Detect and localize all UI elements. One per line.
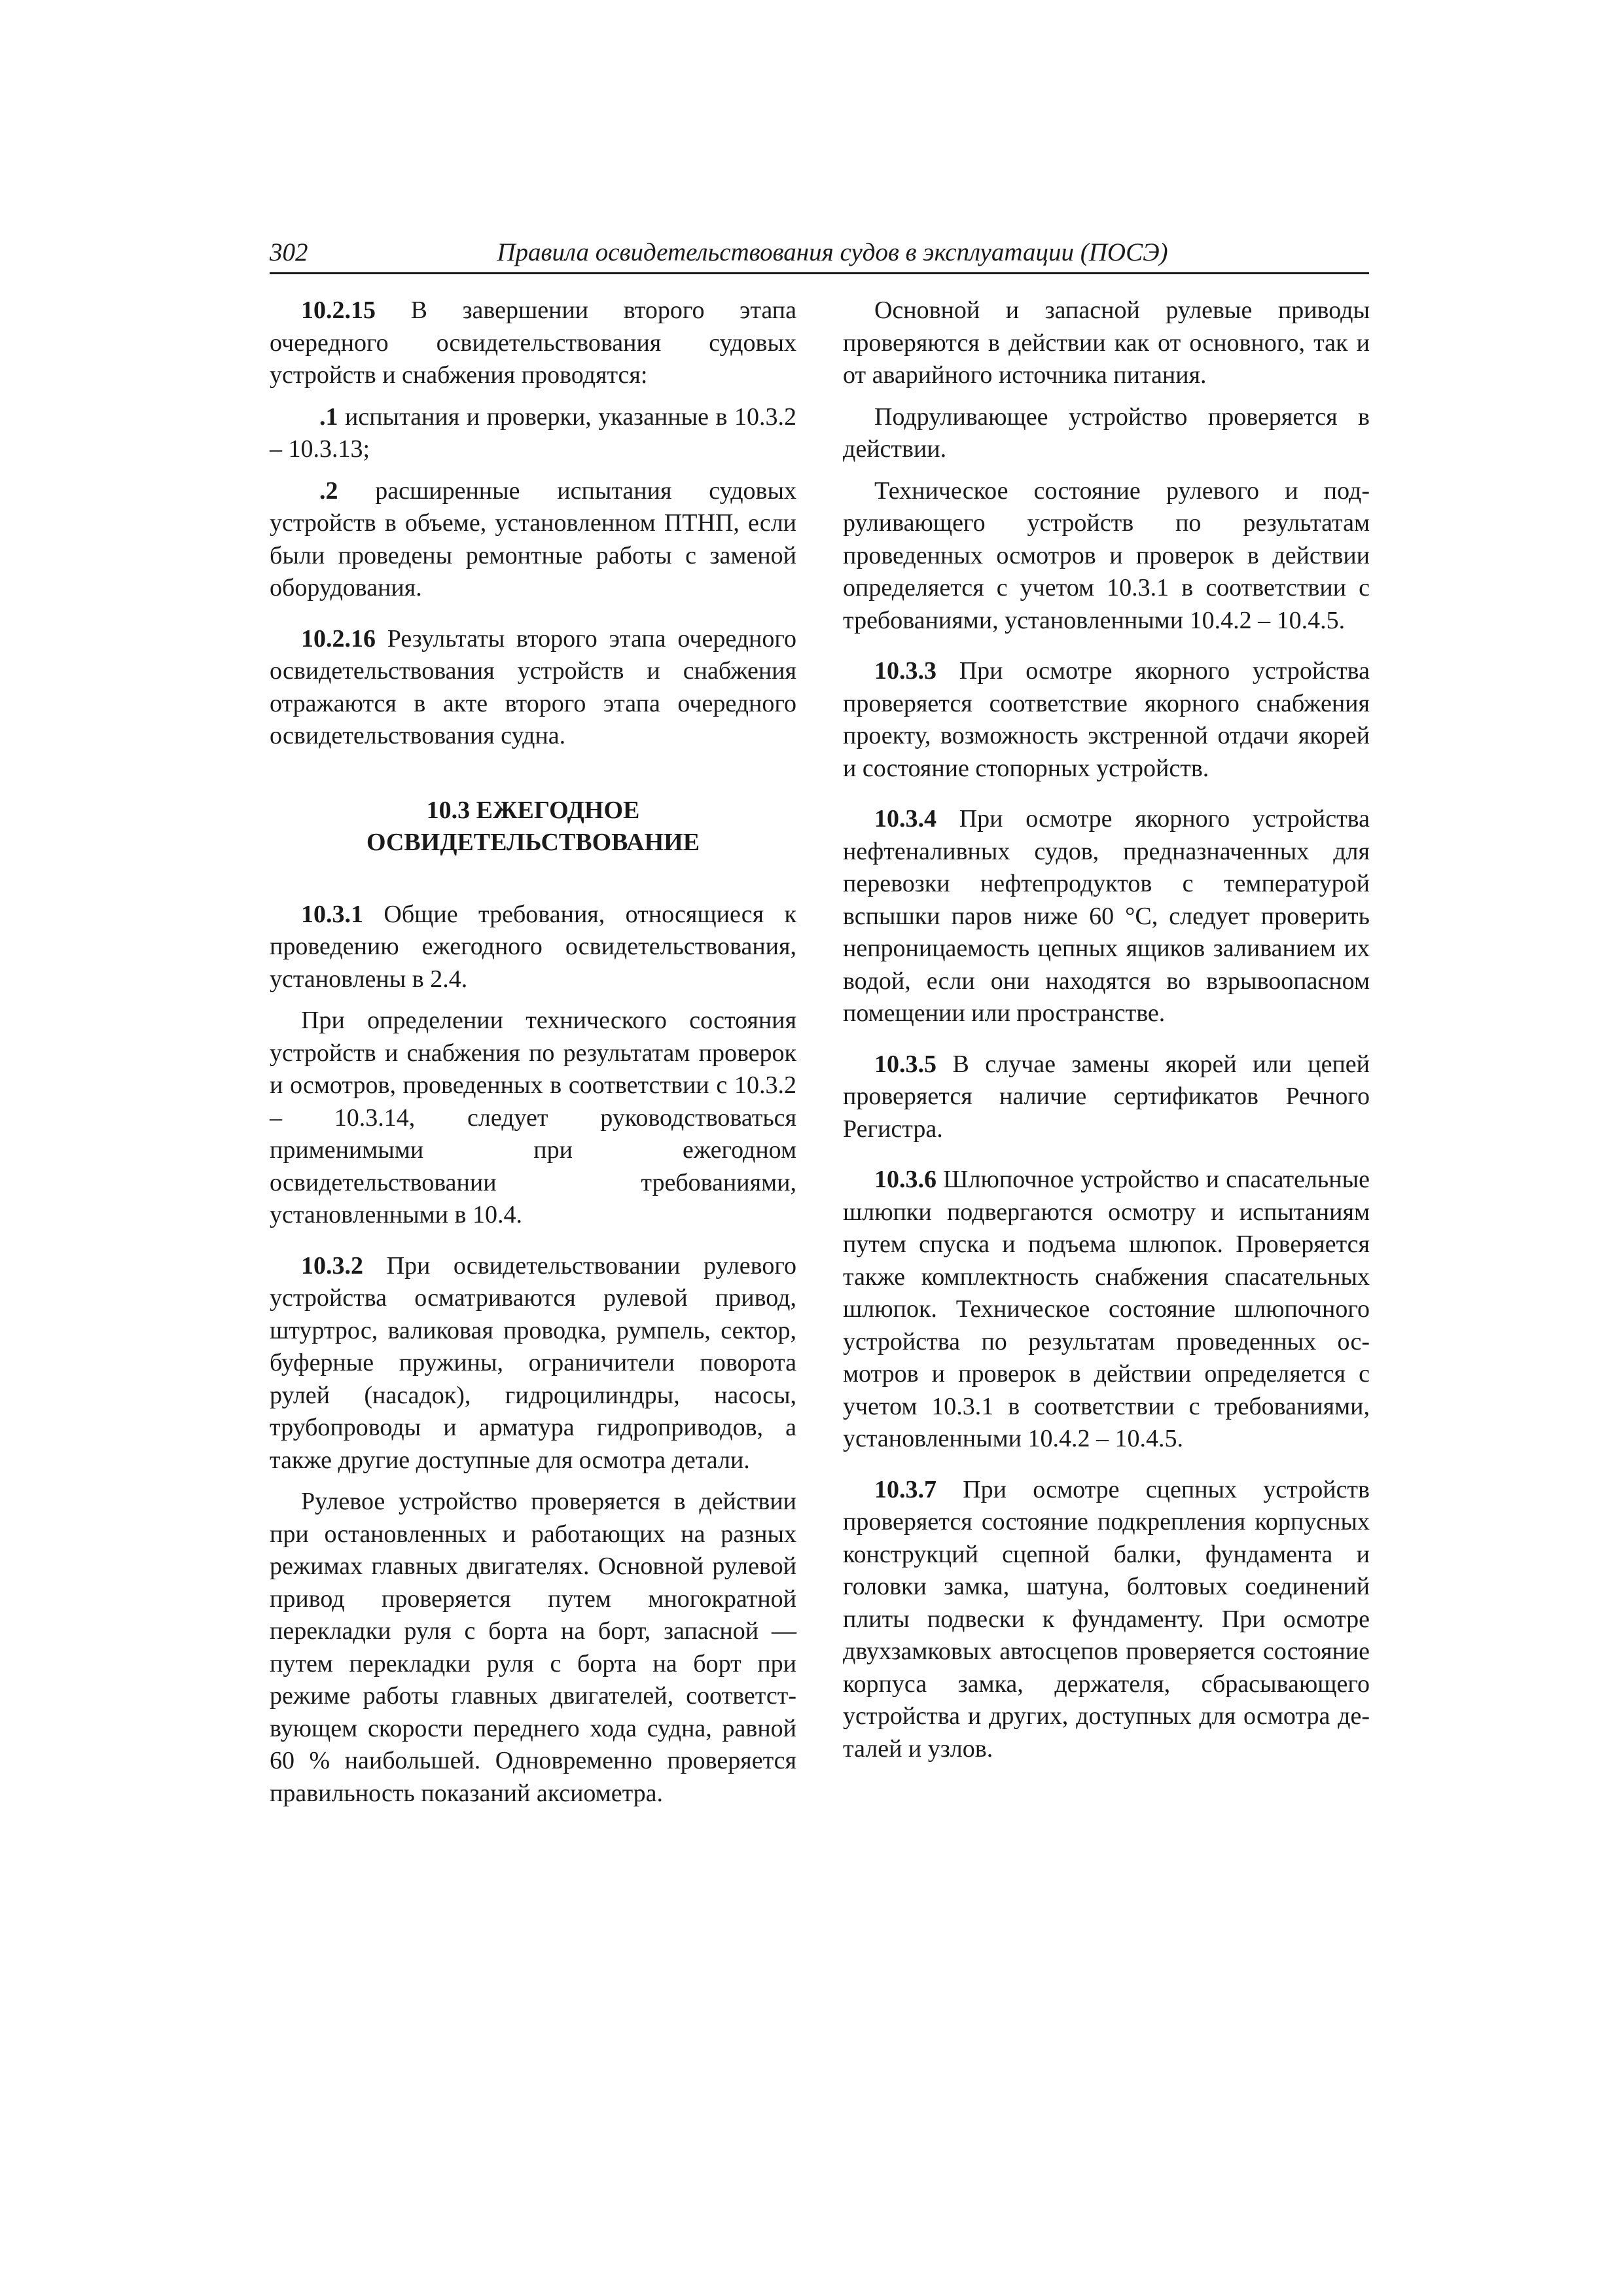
paragraph (270, 401, 796, 466)
clause-number: 10.3.7 (874, 1475, 936, 1503)
paragraph-text: В случае замены якорей или цепей проверяется наличие сертификатов Речного Регистра. (843, 1050, 1370, 1143)
clause-number: 10.2.15 (301, 296, 376, 324)
clause-number: 10.3.3 (874, 657, 936, 685)
paragraph-text: Результаты второго этапа очередного освидетельствования устройств и снабжения отражаются в акте второго этапа очередного освидетельствования судна. (270, 624, 796, 749)
paragraph-text: При осмотре якорного устройства проверяется соответствие якорного снабжения проекту, возможность экстренной отдачи якорей и состояние стопорных устройств. (843, 657, 1370, 782)
section-heading-line-2: ОСВИДЕТЕЛЬСТВОВАНИЕ (366, 829, 700, 856)
clause-number: 10.3.5 (874, 1050, 936, 1078)
paragraph-text: При осмотре якорного устройства нефтеналивных судов, предназначенных для перевозки нефтепродуктов с температурой вспышки паров ниже 60 °С, следует проверить непроницаемость цепных ящиков заливанием их водой, если они находятся во взрывоопасном помещении или пространстве. (843, 805, 1370, 1027)
clause-number: .1 (319, 403, 338, 431)
paragraph-text: При освидетельствовании рулевого устройства осматриваются рулевой привод, штуртрос, валиковая проводка, румпель, сектор, буферные пружины, ограничители поворота рулей (насадок), гидроцилиндры, насосы, трубопроводы и арматура гидроприводов, а также другие доступные для осмотра детали. (270, 1251, 796, 1474)
paragraph (270, 1250, 796, 1477)
paragraph-text: Шлюпочное устройство и спасательные шлюпки подвергаются осмотру и испытаниям путем спуска и подъема шлюпок. Проверяется также комплектность снабжения спасательных шлюпок. Техническое состояние шлюпочного устройства по результатам проведенных осмотров и проверок в действии определяется с учетом 10.3.1 в соответствии с требованиями, установленными 10.4.2 – 10.4.5. (843, 1166, 1370, 1452)
paragraph (270, 899, 796, 996)
paragraph (270, 475, 796, 605)
paragraph (843, 1164, 1370, 1456)
left-column-top (270, 295, 796, 753)
left-column (270, 295, 796, 1810)
paragraph (270, 1486, 796, 1810)
paragraph (843, 1049, 1370, 1146)
paragraph-text: При осмотре сцепных устройств проверяется состояние подкрепления корпусных конструкций сцепной балки, фундамента и головки замка, шатуна, болтовых соединений плиты подвески к фундаменту. При осмотре двухзамковых автосцепов проверяется состояние корпуса замка, держателя, сбрасывающего устройства и других, доступных для осмотра деталей и узлов. (843, 1475, 1370, 1763)
paragraph-text: Рулевое устройство проверяется в действии при остановленных и работающих на разных режимах главных двигателях. Основной рулевой привод проверяется путем многократной перекладки руля с борта на борт, запасной — путем перекладки руля с борта на борт при режиме работы главных двигателей, соответствующем скорости переднего хода судна, равной 60 % наибольшей. Одновременно проверяется правильность показаний аксиометра. (270, 1488, 796, 1807)
page-number: 302 (270, 238, 308, 266)
running-title: Правила освидетельствования судов в эксплуатации (ПОСЭ) (497, 238, 1168, 266)
paragraph-text: При определении технического состояния устройств и снабжения по результатам проверок и осмотров, проведенных в соответствии с 10.3.2 – 10.3.14, следует руководствоваться применимыми при ежегодном освидетельствовании требованиями, установленными в 10.4. (270, 1007, 796, 1229)
paragraph (843, 803, 1370, 1030)
clause-number: 10.2.16 (301, 624, 376, 653)
paragraph-text: испытания и проверки, указанные в 10.3.2 – 10.3.13; (270, 403, 796, 463)
paragraph-text: Подруливающее устройство проверяется в действии. (843, 403, 1370, 463)
left-column-bottom (270, 899, 796, 1810)
paragraph (843, 295, 1370, 392)
paragraph-text: Основной и запасной рулевые приводы проверяются в действии как от основного, так и от аварийного источника питания. (843, 296, 1370, 389)
paragraph-text: Техническое состояние рулевого и подруливающего устройств по результатам проведенных осмотров и проверок в действии определяется с учетом 10.3.1 в соответствии с требованиями, установленными 10.4.2 – 10.4.5. (843, 476, 1370, 634)
paragraph-text: В завершении второго этапа очередного освидетельствования судовых устройств и снабжения проводятся: (270, 296, 796, 389)
paragraph (843, 1474, 1370, 1766)
clause-number: 10.3.6 (874, 1166, 936, 1193)
section-heading (270, 795, 796, 859)
clause-number: .2 (319, 476, 338, 505)
paragraph (270, 295, 796, 392)
right-column-body (843, 295, 1370, 1765)
paragraph (843, 655, 1370, 785)
paragraph-text: Общие требования, относящиеся к проведению ежегодного освидетельствования, установлены в 2.4. (270, 900, 796, 993)
running-header (270, 236, 1369, 274)
clause-number: 10.3.1 (301, 900, 363, 928)
clause-number: 10.3.2 (301, 1251, 363, 1280)
paragraph (843, 401, 1370, 466)
section-heading-line-1: 10.3 ЕЖЕГОДНОЕ (426, 796, 640, 824)
paragraph (843, 475, 1370, 637)
right-column (843, 295, 1370, 1765)
clause-number: 10.3.4 (874, 805, 936, 833)
paragraph-text: расширенные испытания судовых устройств в объеме, установленном ПТНП, если были проведены ремонтные работы с заменой оборудования. (270, 476, 796, 601)
paragraph (270, 623, 796, 753)
paragraph (270, 1005, 796, 1232)
